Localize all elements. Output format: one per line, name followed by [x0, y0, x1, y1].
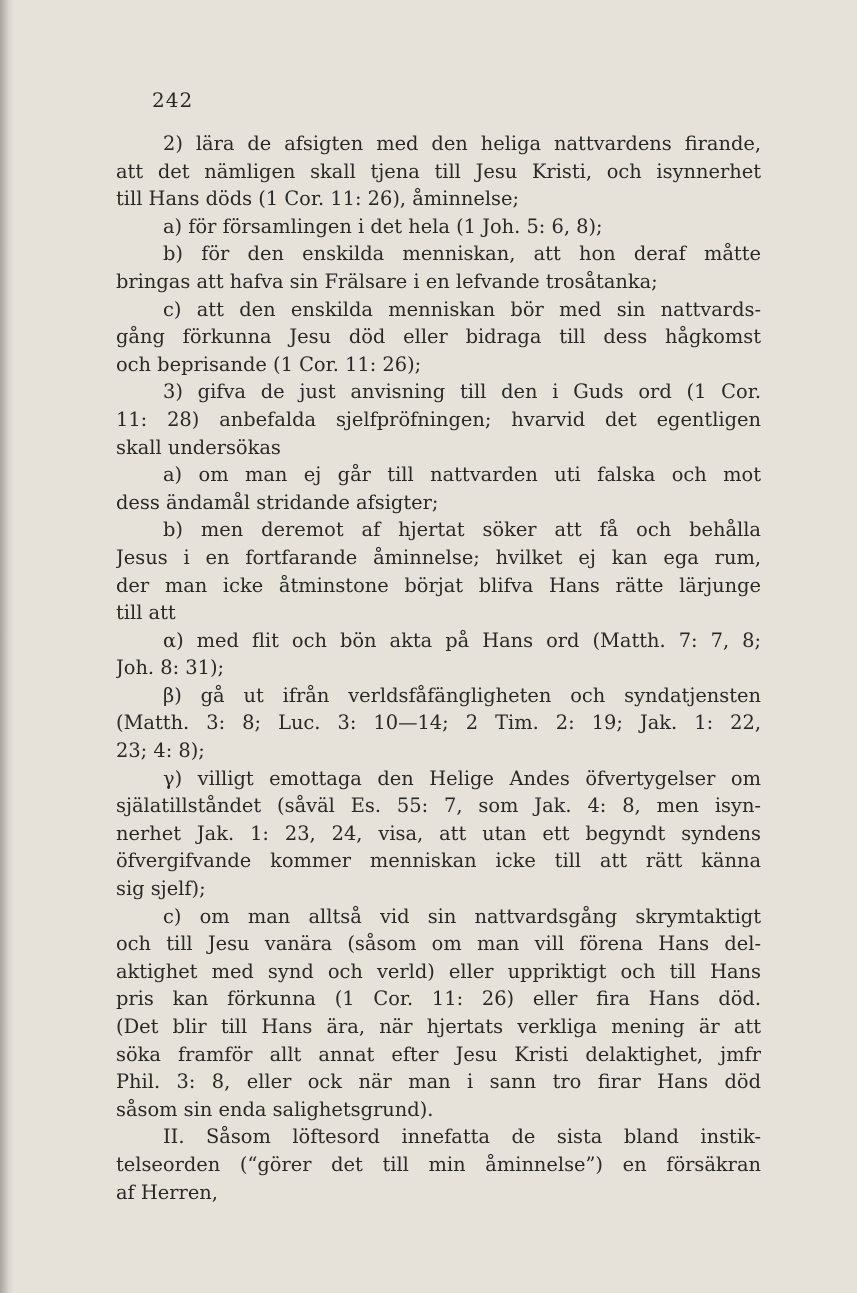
text-line: själatillståndet (såväl Es. 55: 7, som Jak. 4: 8, men isyn-	[116, 794, 761, 818]
page-number: 242	[152, 88, 194, 112]
text-line: öfvergifvande kommer menniskan icke till att rätt känna	[116, 849, 761, 873]
text-line: α) med flit och bön akta på Hans ord (Matth. 7: 7, 8;	[163, 628, 761, 652]
text-line: β) gå ut ifrån verldsfåfängligheten och syndatjensten	[163, 683, 761, 707]
text-line: (Det blir till Hans ära, när hjertats verkliga mening är att	[116, 1015, 761, 1038]
text-line: γ) villigt emottaga den Helige Andes öfvertygelser om	[163, 766, 761, 790]
text-line: telseorden (“görer det till min åminnelse”) en försäkran	[116, 1152, 761, 1176]
text-line: och beprisande (1 Cor. 11: 26);	[116, 352, 422, 376]
text-line: 2) lära de afsigten med den heliga nattvardens firande,	[163, 132, 761, 155]
text-line: II. Såsom löftesord innefatta de sista bland instik-	[163, 1125, 761, 1149]
text-line: b) men deremot af hjertat söker att få och behålla	[163, 518, 761, 542]
text-line: a) om man ej går till nattvarden uti falska och mot	[163, 463, 761, 487]
text-line: Phil. 3: 8, eller ock när man i sann tro firar Hans död	[116, 1070, 761, 1094]
text-line: nerhet Jak. 1: 23, 24, visa, att utan ett begyndt syndens	[116, 821, 761, 845]
text-line: 3) gifva de just anvisning till den i Guds ord (1 Cor.	[163, 380, 761, 404]
text-line: 11: 28) anbefalda sjelfpröfningen; hvarvid det egentligen	[116, 407, 761, 431]
text-line: Joh. 8: 31);	[116, 656, 225, 680]
text-line: pris kan förkunna (1 Cor. 11: 26) eller fira Hans död.	[116, 987, 761, 1011]
text-line: aktighet med synd och verld) eller uppriktigt och till Hans	[116, 959, 761, 983]
text-line: bringas att hafva sin Frälsare i en lefvande trosåtanka;	[116, 269, 658, 293]
text-line: Jesus i en fortfarande åminnelse; hvilket ej kan ega rum,	[116, 545, 761, 569]
page-gutter-shadow	[0, 0, 14, 1293]
text-line: söka framför allt annat efter Jesu Kristi delaktighet, jmfr	[116, 1042, 761, 1066]
text-line: af Herren,	[116, 1180, 218, 1204]
text-line: 23; 4: 8);	[116, 739, 205, 763]
text-line: skall undersökas	[116, 435, 281, 459]
text-line: dess ändamål stridande afsigter;	[116, 490, 439, 514]
body-text	[116, 130, 761, 1206]
text-line: gång förkunna Jesu död eller bidraga till dess hågkomst	[116, 325, 761, 349]
text-line: till Hans döds (1 Cor. 11: 26), åminnelse;	[116, 187, 519, 211]
text-line: c) om man alltså vid sin nattvardsgång skrymtaktigt	[163, 904, 761, 928]
text-line: c) att den enskilda menniskan bör med sin nattvards-	[163, 297, 761, 321]
text-line: att det nämligen skall tjena till Jesu Kristi, och isynnerhet	[116, 159, 761, 183]
text-line: b) för den enskilda menniskan, att hon deraf måtte	[163, 242, 761, 266]
text-line: till att	[116, 601, 176, 625]
text-line: såsom sin enda salighetsgrund).	[116, 1097, 434, 1121]
text-line: a) för församlingen i det hela (1 Joh. 5: 6, 8);	[163, 214, 603, 238]
text-line: der man icke åtminstone börjat blifva Hans rätte lärjunge	[116, 573, 761, 597]
text-line: sig sjelf);	[116, 877, 206, 901]
text-line: och till Jesu vanära (såsom om man vill förena Hans del-	[116, 932, 761, 956]
text-line: (Matth. 3: 8; Luc. 3: 10—14; 2 Tim. 2: 19; Jak. 1: 22,	[116, 711, 761, 735]
